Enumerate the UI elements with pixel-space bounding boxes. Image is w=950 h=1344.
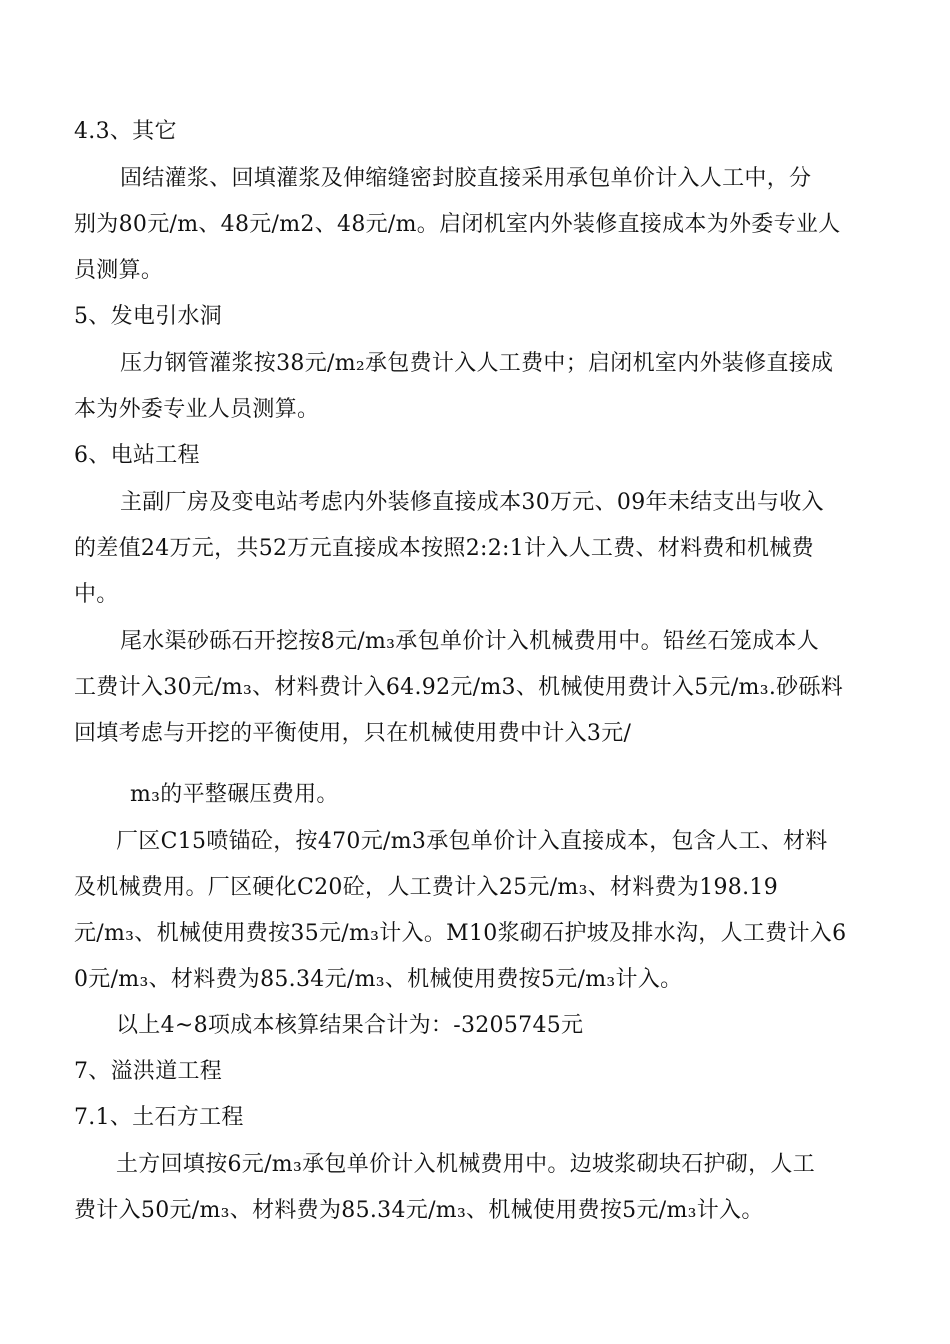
paragraph-line: 别为80元/m、48元/m2、48元/m。启闭机室内外装修直接成本为外委专业人: [74, 212, 841, 237]
paragraph-line: m₃的平整碾压费用。: [130, 782, 339, 807]
paragraph-line: 元/m₃、机械使用费按35元/m₃计入。M10浆砌石护坡及排水沟，人工费计入6: [74, 921, 847, 946]
paragraph-line: 压力钢管灌浆按38元/m₂承包费计入人工费中；启闭机室内外装修直接成: [120, 351, 834, 376]
paragraph-line: 固结灌浆、回填灌浆及伸缩缝密封胶直接采用承包单价计入人工中，分: [120, 166, 812, 191]
paragraph-line: 厂区C15喷锚砼，按470元/m3承包单价计入直接成本，包含人工、材料: [116, 829, 828, 854]
paragraph-line: 工费计入30元/m₃、材料费计入64.92元/m3、机械使用费计入5元/m₃.砂砾料: [74, 675, 844, 700]
paragraph-line: 本为外委专业人员测算。: [74, 397, 320, 422]
paragraph-line: 中。: [74, 582, 119, 607]
paragraph-line: 回填考虑与开挖的平衡使用，只在机械使用费中计入3元/: [74, 721, 632, 746]
section-heading-7-1: 7.1、土石方工程: [74, 1105, 244, 1130]
paragraph-line: 主副厂房及变电站考虑内外装修直接成本30万元、09年未结支出与收入: [120, 490, 824, 515]
paragraph-line: 及机械费用。厂区硬化C20砼，人工费计入25元/m₃、材料费为198.19: [74, 875, 778, 900]
section-heading-5: 5、发电引水洞: [74, 304, 223, 329]
section-heading-7: 7、溢洪道工程: [74, 1059, 223, 1084]
paragraph-line: 费计入50元/m₃、材料费为85.34元/m₃、机械使用费按5元/m₃计入。: [74, 1198, 764, 1223]
paragraph-line: 的差值24万元，共52万元直接成本按照2:2:1计入人工费、材料费和机械费: [74, 536, 814, 561]
paragraph-line: 0元/m₃、材料费为85.34元/m₃、机械使用费按5元/m₃计入。: [74, 967, 683, 992]
section-heading-6: 6、电站工程: [74, 443, 200, 468]
paragraph-line: 土方回填按6元/m₃承包单价计入机械费用中。边坡浆砌块石护砌，人工: [116, 1152, 815, 1177]
cost-total-line: 以上4~8项成本核算结果合计为：-3205745元: [116, 1013, 584, 1038]
paragraph-line: 尾水渠砂砾石开挖按8元/m₃承包单价计入机械费用中。铅丝石笼成本人: [120, 629, 819, 654]
section-heading-4-3: 4.3、其它: [74, 119, 177, 144]
paragraph-line: 员测算。: [74, 258, 164, 283]
